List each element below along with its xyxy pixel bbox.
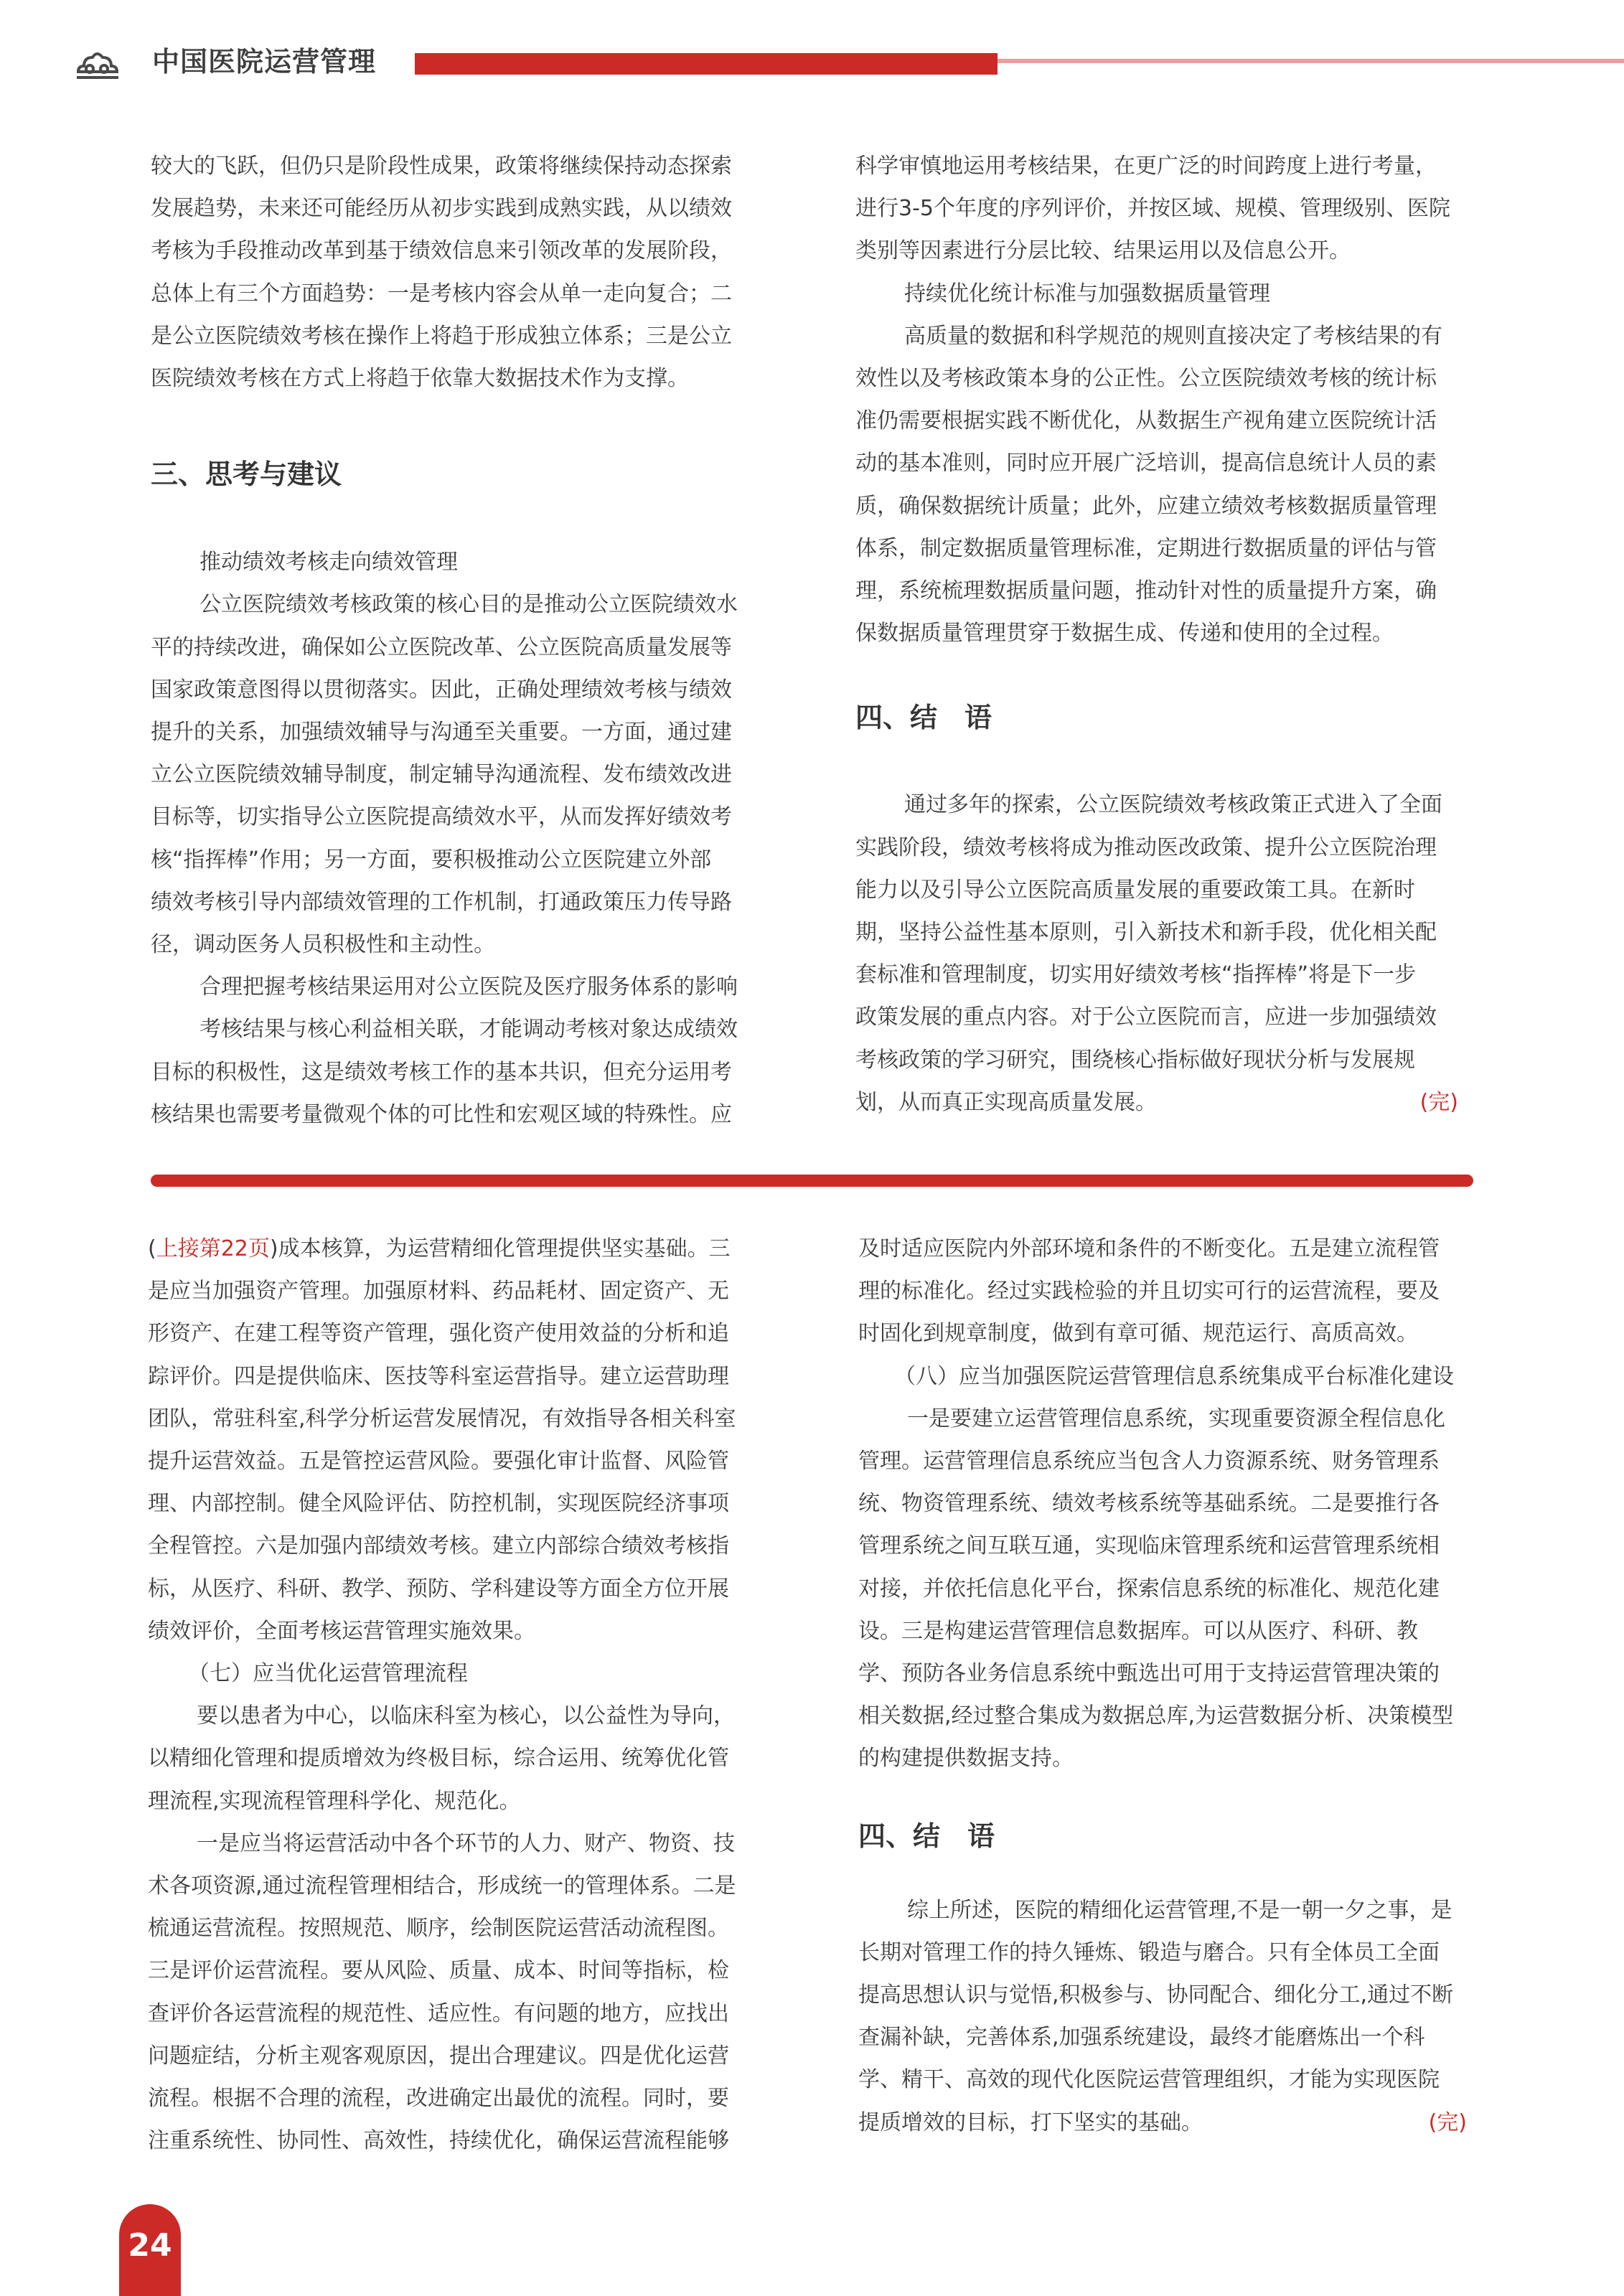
page-number-badge [119,2204,181,2296]
text-line: 通过多年的探索，公立医院绩效考核政策正式进入了全面 [904,792,1442,818]
upper-left-column [151,145,771,1136]
section-heading: 三、思考与建议 [151,458,342,491]
text-line: 一是要建立运营管理信息系统，实现重要资源全程信息化 [907,1406,1445,1431]
text-line: 长期对管理工作的持久锤炼、锻造与磨合。只有全体员工全面 [858,1939,1440,1965]
text-line: 要以患者为中心，以临床科室为核心，以公益性为导向， [197,1703,735,1729]
continued-from-link[interactable]: 上接第22页 [156,1236,270,1261]
continuation-line [148,1228,768,1270]
text-line: 管理。运营管理信息系统应当包含人力资源系统、财务管理系 [858,1449,1440,1474]
header-red-bar [415,53,998,75]
text-line: 是应当加强资产管理。加强原材料、药品耗材、固定资产、无 [148,1279,729,1304]
journal-title: 中国医院运营管理 [152,46,377,77]
subsection-title: （七）应当优化运营管理流程 [188,1661,468,1687]
text-line: 及时适应医院内外部环境和条件的不断变化。五是建立流程管 [858,1236,1440,1261]
text-line: 动的基本准则，同时应开展广泛培训，提高信息统计人员的素 [855,451,1437,476]
text-line: 问题症结，分析主观客观原因，提出合理建议。四是优化运营 [148,2043,729,2069]
text-line: 划，从而真正实现高质量发展。 [855,1089,1157,1115]
text-line: 较大的飞跃，但仍只是阶段性成果，政策将继续保持动态探索 [151,154,732,179]
text-line: 一是应当将运营活动中各个环节的人力、财产、物资、技 [197,1830,735,1856]
text-line: 提升的关系，加强绩效辅导与沟通至关重要。一方面，通过建 [151,720,732,745]
text-line: 考核结果与核心利益相关联，才能调动考核对象达成绩效 [200,1017,738,1043]
text-line: 统、物资管理系统、绩效考核系统等基础系统。二是要推行各 [858,1491,1440,1517]
text-line: 体系，制定数据质量管理标准，定期进行数据质量的评估与管 [855,535,1437,561]
text-line: 形资产、在建工程等资产管理，强化资产使用效益的分析和追 [148,1321,729,1347]
text-line: 医院绩效考核在方式上将趋于依靠大数据技术作为支撑。 [151,366,689,392]
text-line: 类别等因素进行分层比较、结果运用以及信息公开。 [855,238,1351,264]
text-line: 踪评价。四是提供临床、医技等科室运营指导。建立运营助理 [148,1363,729,1389]
text-line: 梳通运营流程。按照规范、顺序，绘制医院运营活动流程图。 [148,1916,729,1942]
text-line: 发展趋势，未来还可能经历从初步实践到成熟实践，从以绩效 [151,196,732,222]
text-line: 相关数据,经过整合集成为数据总库,为运营数据分析、决策模型 [858,1703,1454,1729]
text-line: 考核为手段推动改革到基于绩效信息来引领改革的发展阶段， [151,238,732,264]
text-line: 保数据质量管理贯穿于数据生成、传递和使用的全过程。 [855,621,1394,646]
text-line: 管理系统之间互联互通，实现临床管理系统和运营管理系统相 [858,1533,1440,1559]
text-line-with-end-mark [855,1081,1475,1124]
subsection-title: 推动绩效考核走向绩效管理 [200,550,458,575]
text-line: 高质量的数据和科学规范的规则直接决定了考核结果的有 [904,323,1442,349]
text-line: 套标准和管理制度，切实用好绩效考核“指挥棒”将是下一步 [855,962,1417,988]
text-line: 公立医院绩效考核政策的核心目的是推动公立医院绩效水 [200,592,738,618]
section-heading: 四、结 语 [858,1820,995,1852]
text-line: 学、精干、高效的现代化医院运营管理组织，才能为实现医院 [858,2067,1440,2093]
text-line: 能力以及引导公立医院高质量发展的重要政策工具。在新时 [855,877,1415,903]
cloud-logo-icon [74,47,120,82]
text-line: 查漏补缺，完善体系,加强系统建设，最终才能磨炼出一个科 [858,2025,1425,2051]
text-line: 学、预防各业务信息系统中甄选出可用于支持运营管理决策的 [858,1661,1440,1687]
text-line: 理，系统梳理数据质量问题，推动针对性的质量提升方案，确 [855,578,1437,604]
subsection-title: （八）应当加强医院运营管理信息系统集成平台标准化建设 [894,1363,1454,1389]
text-line: 提高思想认识与觉悟,积极参与、协同配合、细化分工,通过不断 [858,1982,1454,2008]
text-line-with-end-mark [858,2102,1478,2144]
lower-right-column [858,1228,1478,2144]
end-mark: (完) [1419,1089,1458,1115]
text-line: 核结果也需要考量微观个体的可比性和宏观区域的特殊性。应 [151,1101,732,1127]
text-line: 质，确保数据统计质量；此外，应建立绩效考核数据质量管理 [855,493,1437,519]
text-line: 流程。根据不合理的流程，改进确定出最优的流程。同时，要 [148,2086,729,2112]
text-line: 径，调动医务人员积极性和主动性。 [151,932,495,958]
text-line: 立公立医院绩效辅导制度，制定辅导沟通流程、发布绩效改进 [151,762,732,788]
text-line: 理的标准化。经过实践检验的并且切实可行的运营流程，要及 [858,1279,1440,1304]
text-line: 提升运营效益。五是管控运营风险。要强化审计监督、风险管 [148,1449,729,1474]
text-line: 期，坚持公益性基本原则，引入新技术和新手段，优化相关配 [855,920,1437,946]
subsection-title: 持续优化统计标准与加强数据质量管理 [904,281,1270,306]
text-line: 团队，常驻科室,科学分析运营发展情况，有效指导各相关科室 [148,1406,736,1431]
text-line: 效性以及考核政策本身的公正性。公立医院绩效考核的统计标 [855,366,1437,392]
text-line: 标，从医疗、科研、教学、预防、学科建设等方面全方位开展 [148,1576,729,1601]
bracket-open: ( [148,1236,156,1261]
text-line: 以精细化管理和提质增效为终极目标，综合运用、统筹优化管 [148,1746,729,1772]
lower-left-column [148,1228,768,2162]
text-line: 注重系统性、协同性、高效性，持续优化，确保运营流程能够 [148,2128,729,2154]
text-line: 理、内部控制。健全风险评估、防控机制，实现医院经济事项 [148,1491,729,1517]
text-line: 总体上有三个方面趋势：一是考核内容会从单一走向复合；二 [151,281,732,306]
text-line: 是公立医院绩效考核在操作上将趋于形成独立体系；三是公立 [151,323,732,349]
text-line: 科学审慎地运用考核结果，在更广泛的时间跨度上进行考量， [855,154,1437,179]
text-line: 三是评价运营流程。要从风险、质量、成本、时间等指标，检 [148,1958,729,1984]
text-line: 设。三是构建运营管理信息数据库。可以从医疗、科研、教 [858,1618,1418,1644]
text-line: 进行3-5个年度的序列评价，并按区域、规模、管理级别、医院 [855,196,1450,222]
text-run: )成本核算，为运营精细化管理提供坚实基础。三 [269,1236,731,1261]
end-mark: (完) [1428,2109,1467,2135]
text-line: 对接，并依托信息化平台，探索信息系统的标准化、规范化建 [858,1576,1440,1601]
text-line: 综上所述，医院的精细化运营管理,不是一朝一夕之事，是 [907,1897,1452,1923]
page-number: 24 [128,2227,172,2264]
text-line: 时固化到规章制度，做到有章可循、规范运行、高质高效。 [858,1321,1418,1347]
text-line: 国家政策意图得以贯彻落实。因此，正确处理绩效考核与绩效 [151,677,732,702]
text-line: 政策发展的重点内容。对于公立医院而言，应进一步加强绩效 [855,1004,1437,1030]
text-line: 平的持续改进，确保如公立医院改革、公立医院高质量发展等 [151,634,732,660]
text-line: 查评价各运营流程的规范性、适应性。有问题的地方，应找出 [148,2000,729,2026]
text-line: 术各项资源,通过流程管理相结合，形成统一的管理体系。二是 [148,1873,736,1899]
upper-right-column [855,145,1475,1124]
section-heading: 四、结 语 [855,702,992,734]
text-line: 核“指挥棒”作用；另一方面，要积极推动公立医院建立外部 [151,847,712,872]
article-text-block [151,145,771,400]
text-line: 理流程,实现流程管理科学化、规范化。 [148,1788,521,1814]
subsection-title: 合理把握考核结果运用对公立医院及医疗服务体系的影响 [200,974,738,1000]
text-line: 的构建提供数据支持。 [858,1746,1074,1772]
text-line: 目标等，切实指导公立医院提高绩效水平，从而发挥好绩效考 [151,804,732,830]
text-line: 绩效评价，全面考核运营管理实施效果。 [148,1618,535,1644]
text-line: 实践阶段，绩效考核将成为推动医改政策、提升公立医院治理 [855,834,1437,860]
text-line: 考核政策的学习研究，围绕核心指标做好现状分析与发展规 [855,1047,1415,1073]
section-divider-bar [151,1175,1473,1187]
text-line: 目标的积极性，这是绩效考核工作的基本共识，但充分运用考 [151,1059,732,1085]
text-line: 提质增效的目标，打下坚实的基础。 [858,2109,1203,2135]
text-line: 全程管控。六是加强内部绩效考核。建立内部综合绩效考核指 [148,1533,729,1559]
header-pink-line [998,59,1624,63]
text-line: 准仍需要根据实践不断优化，从数据生产视角建立医院统计活 [855,408,1437,434]
text-line: 绩效考核引导内部绩效管理的工作机制，打通政策压力传导路 [151,889,732,915]
